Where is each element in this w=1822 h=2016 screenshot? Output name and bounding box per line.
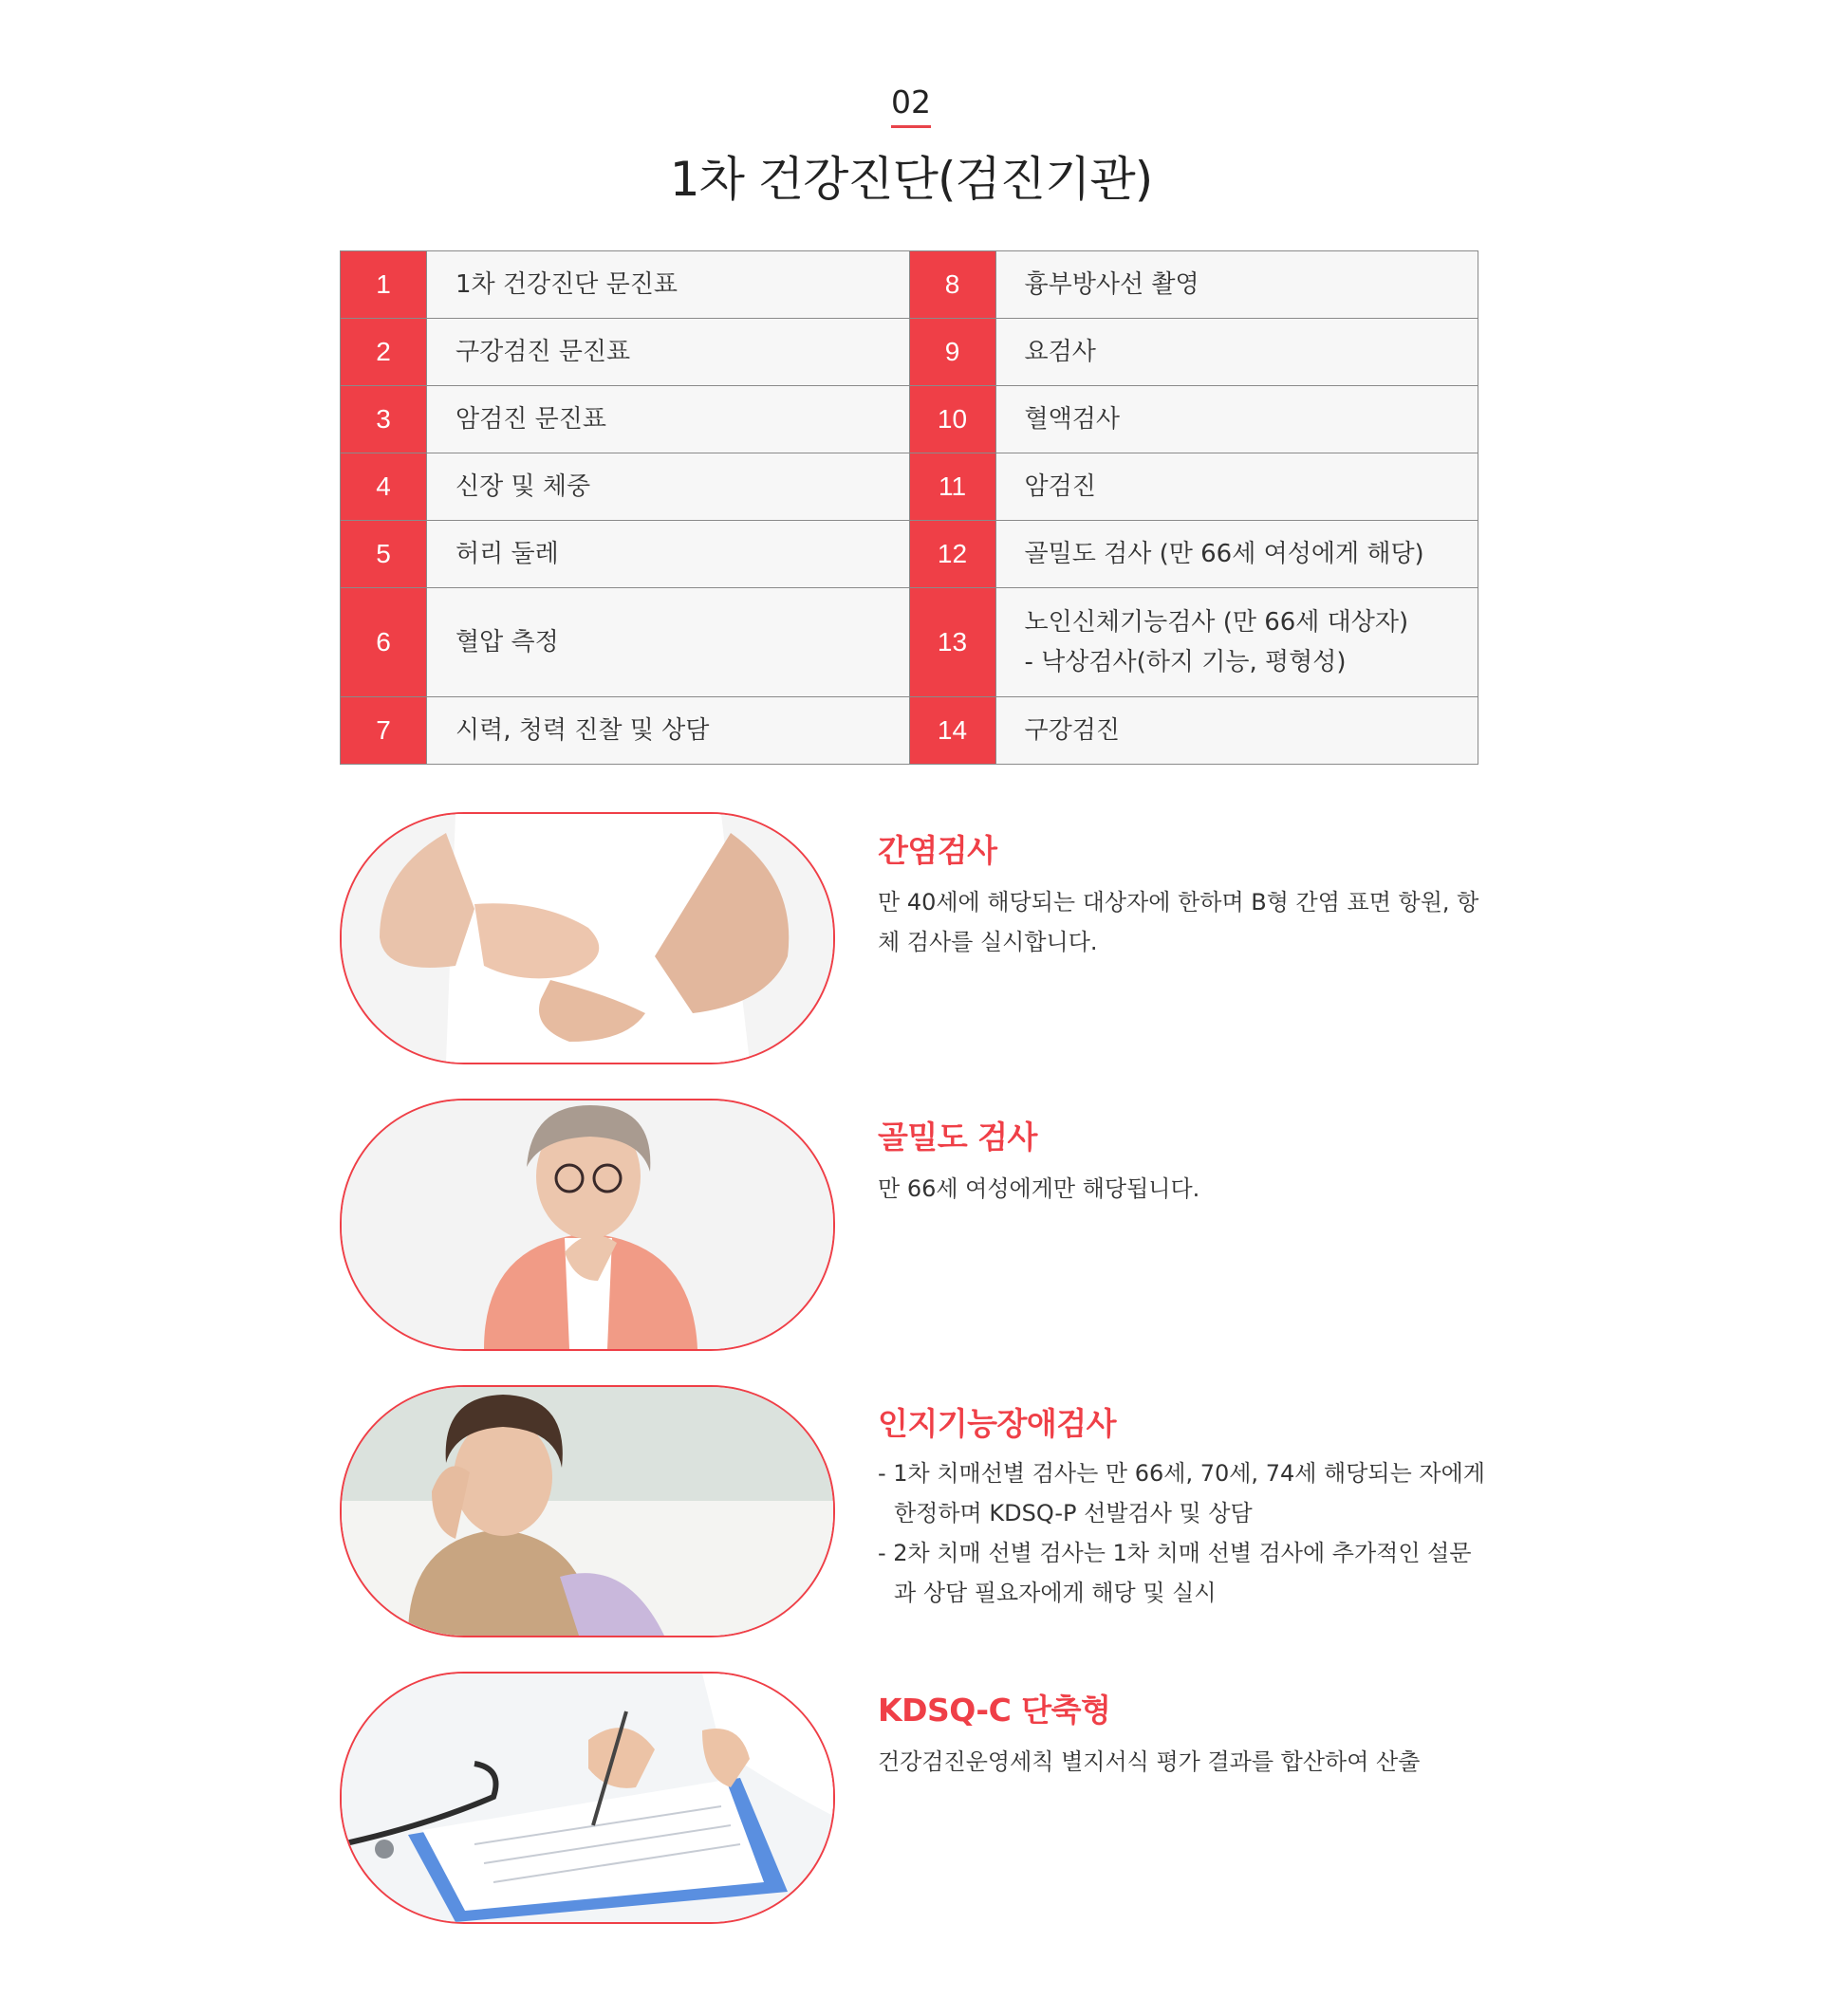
- list-item: - 1차 치매선별 검사는 만 66세, 70세, 74세 해당되는 자에게 한정하며 KDSQ-P 선발검사 및 상담: [878, 1460, 1485, 1526]
- item-number: 6: [341, 588, 427, 697]
- item-sublabel: - 낙상검사(하지 기능, 평형성): [1024, 648, 1347, 676]
- list-item: - 2차 치매 선별 검사는 1차 치매 선별 검사에 추가적인 설문과 상담 필요자에게 해당 및 실시: [878, 1540, 1472, 1606]
- table-row: [341, 697, 1478, 765]
- item-number: 11: [909, 453, 995, 521]
- item-label: 시력, 청력 진찰 및 상담: [427, 697, 910, 765]
- item-label: 혈액검사: [995, 386, 1478, 453]
- exam-card-cognitive: [340, 1385, 1485, 1637]
- card-bullet-list: [878, 1453, 1485, 1613]
- exam-card-bone-density: [340, 1099, 1478, 1350]
- card-title: KDSQ-C 단축형: [878, 1692, 1111, 1729]
- item-label: 암검진 문진표: [427, 386, 910, 453]
- elderly-woman-glasses-photo-icon: [340, 1099, 835, 1351]
- item-number: 8: [909, 251, 995, 319]
- card-description: 만 40세에 해당되는 대상자에 한하며 B형 간염 표면 항원, 항체 검사를 실시합니다.: [878, 889, 1479, 955]
- table-row: [341, 251, 1478, 319]
- item-label: 구강검진 문진표: [427, 319, 910, 386]
- elderly-woman-headache-photo-icon: [340, 1385, 835, 1637]
- item-number: 13: [909, 588, 995, 697]
- card-title: 간염검사: [878, 832, 997, 869]
- section-header: [0, 83, 1822, 210]
- item-number: 4: [341, 453, 427, 521]
- item-label: 골밀도 검사 (만 66세 여성에게 해당): [995, 521, 1478, 588]
- item-label: 요검사: [995, 319, 1478, 386]
- item-number: 1: [341, 251, 427, 319]
- item-label: 암검진: [995, 453, 1478, 521]
- item-number: 10: [909, 386, 995, 453]
- abdomen-photo-icon: [340, 812, 835, 1064]
- card-description: 만 66세 여성에게만 해당됩니다.: [878, 1175, 1200, 1202]
- item-label: 1차 건강진단 문진표: [427, 251, 910, 319]
- exam-card-hepatitis: [340, 812, 1478, 1063]
- table-row: [341, 588, 1478, 697]
- item-number: 7: [341, 697, 427, 765]
- card-text: [878, 829, 1485, 962]
- item-label: 노인신체기능검사 (만 66세 대상자): [1024, 608, 1409, 637]
- item-label: 흉부방사선 촬영: [995, 251, 1478, 319]
- card-title: 골밀도 검사: [878, 1119, 1037, 1156]
- table-row: [341, 386, 1478, 453]
- table-row: [341, 453, 1478, 521]
- item-number: 12: [909, 521, 995, 588]
- section-title: 1차 건강진단(검진기관): [669, 152, 1153, 207]
- card-text: [878, 1689, 1485, 1782]
- item-label: 신장 및 체중: [427, 453, 910, 521]
- table-row: [341, 319, 1478, 386]
- card-description: 건강검진운영세칙 별지서식 평가 결과를 합산하여 산출: [878, 1748, 1421, 1775]
- item-number: 2: [341, 319, 427, 386]
- item-label: 혈압 측정: [427, 588, 910, 697]
- card-text: [878, 1116, 1485, 1209]
- item-label: 구강검진: [995, 697, 1478, 765]
- card-title: 인지기능장애검사: [878, 1405, 1117, 1442]
- doctor-clipboard-photo-icon: [340, 1672, 835, 1924]
- item-number: 3: [341, 386, 427, 453]
- item-number: 14: [909, 697, 995, 765]
- exam-card-kdsq-c: [340, 1672, 1478, 1923]
- section-number: 02: [891, 83, 931, 128]
- item-number: 5: [341, 521, 427, 588]
- item-number: 9: [909, 319, 995, 386]
- item-label: 허리 둘레: [427, 521, 910, 588]
- item-label-group: [995, 588, 1478, 697]
- exam-items-table: [340, 250, 1478, 765]
- card-text: [878, 1402, 1485, 1613]
- table-row: [341, 521, 1478, 588]
